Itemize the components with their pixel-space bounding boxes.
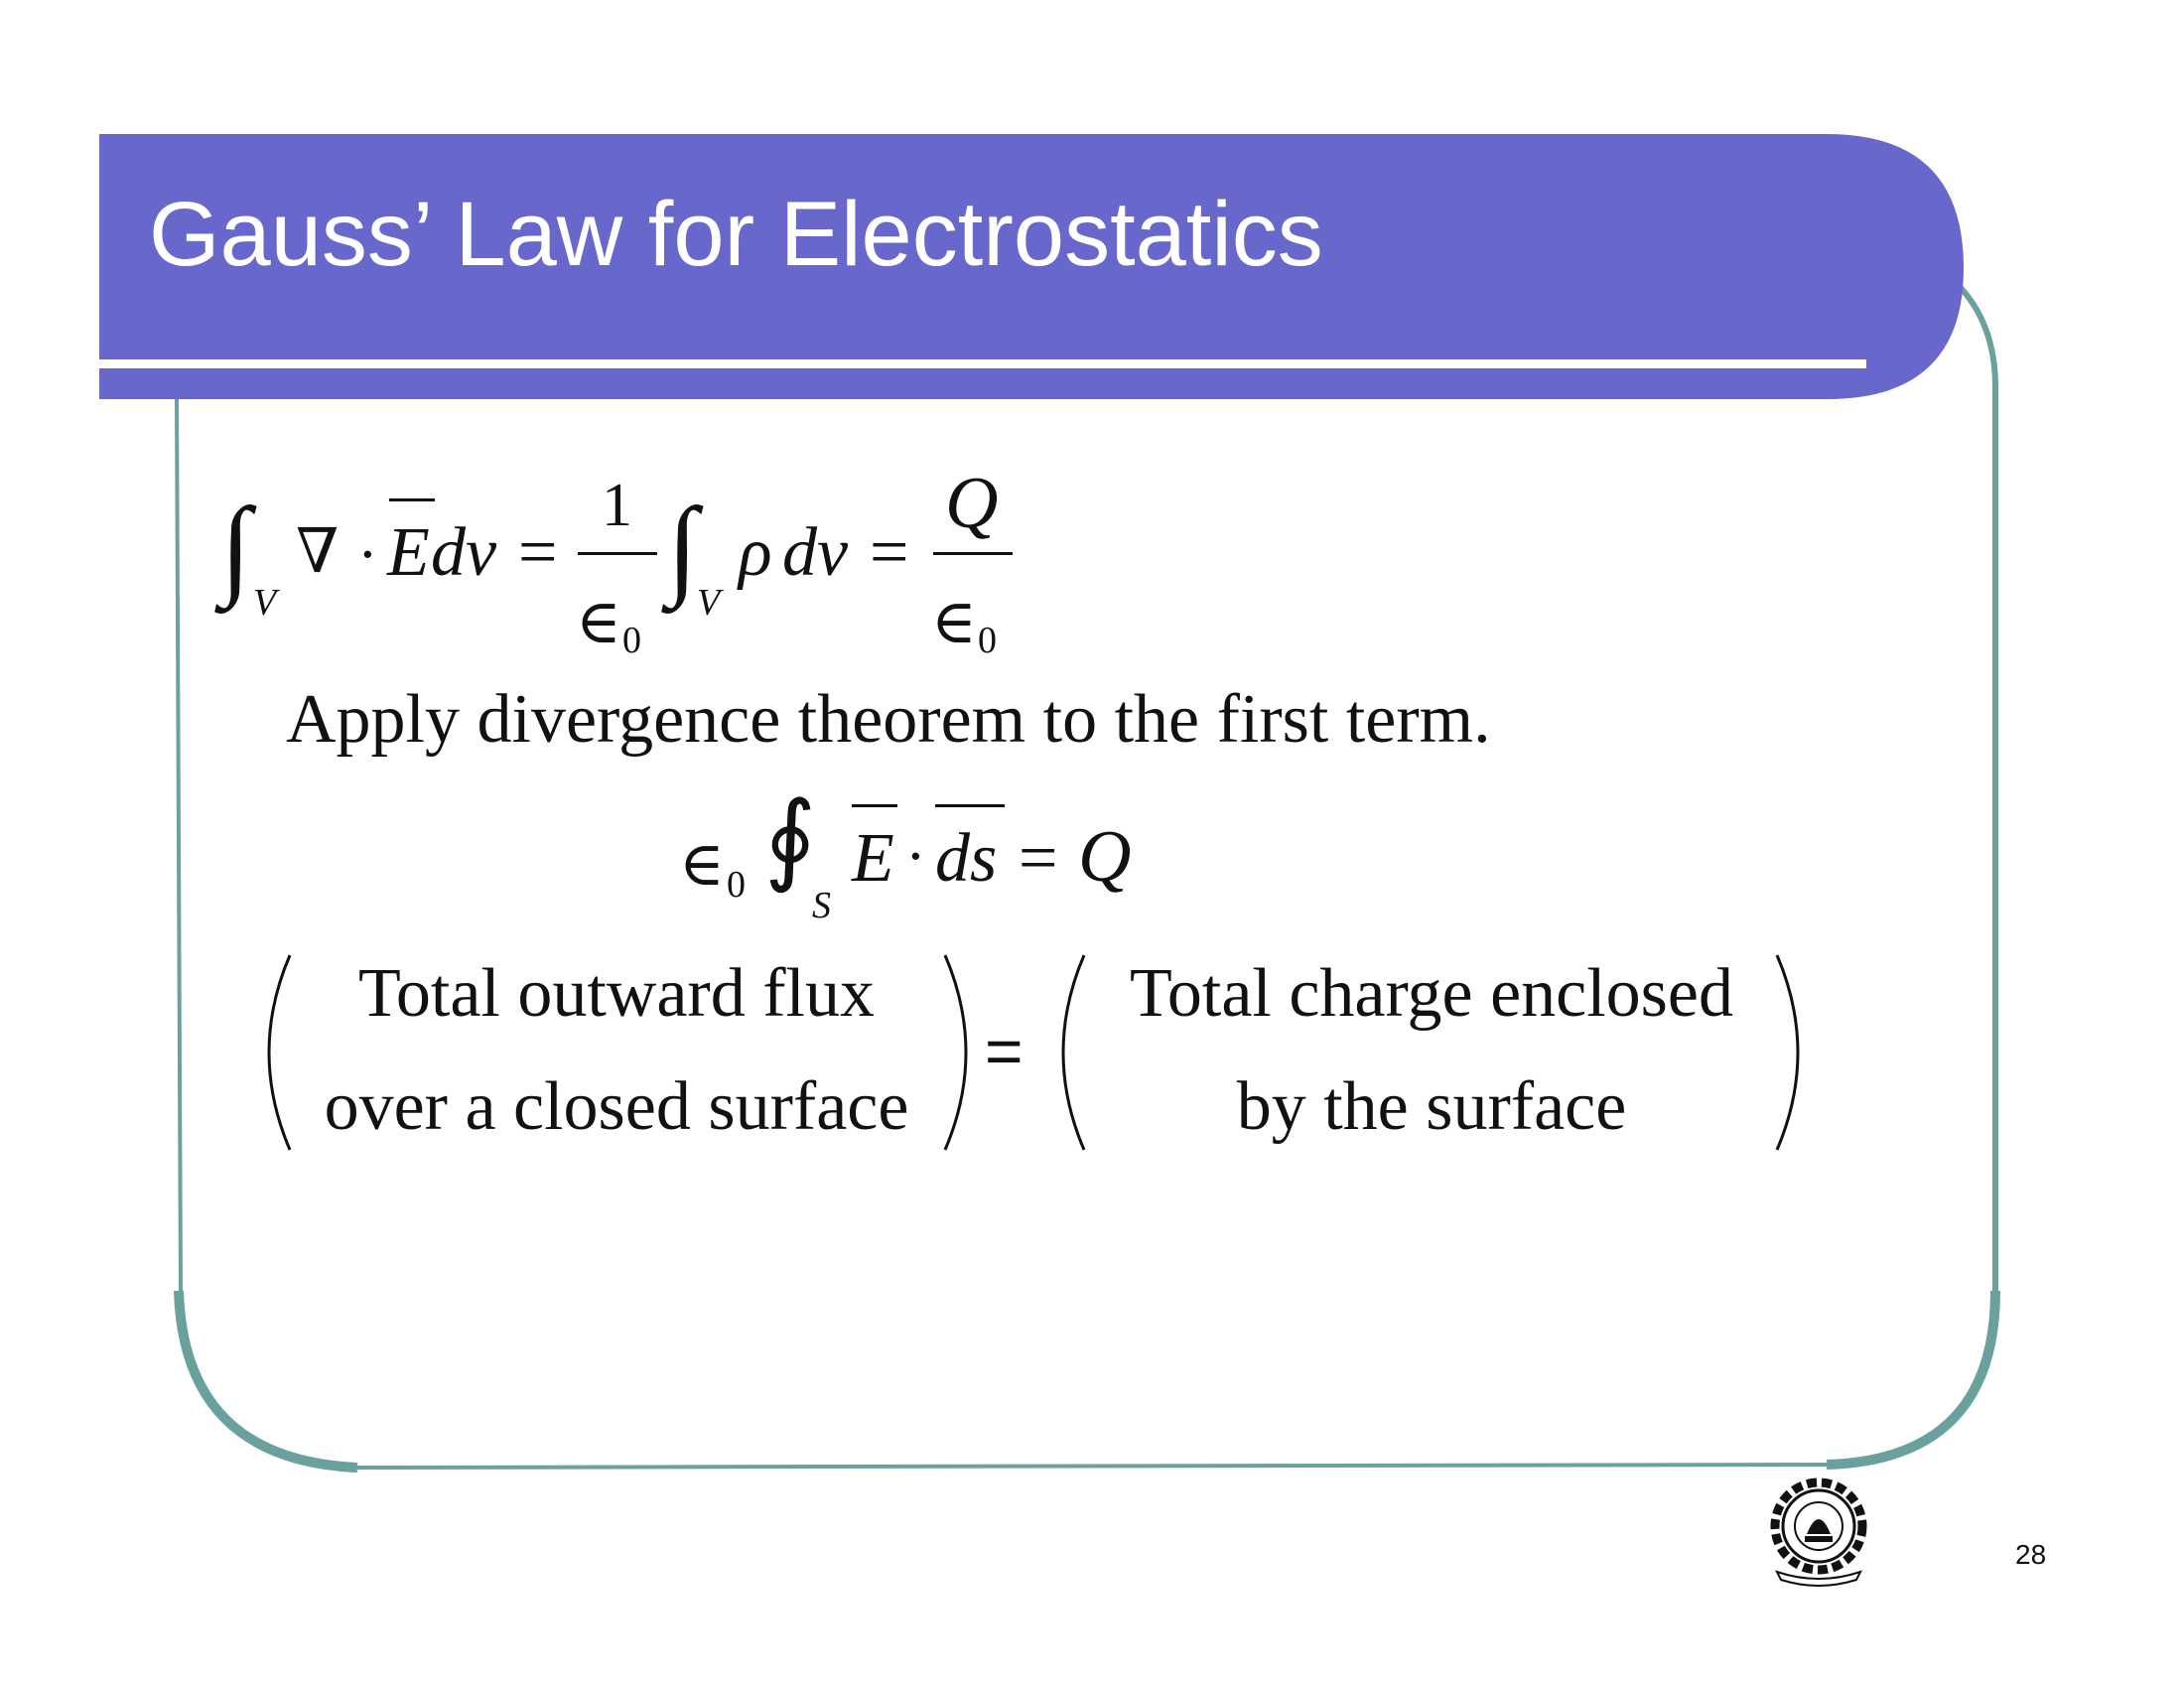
left-paren [1063, 955, 1084, 1150]
surface-element: ds [935, 820, 998, 897]
institute-seal-icon [1757, 1475, 1881, 1589]
right-bracket-line-2: by the surface [1236, 1068, 1627, 1145]
volume-subscript: V [253, 582, 277, 624]
epsilon-subscript: 0 [727, 864, 746, 906]
epsilon-subscript: 0 [622, 620, 641, 661]
page-number: 28 [2015, 1539, 2047, 1570]
electric-field-symbol: E [387, 514, 430, 591]
volume-element: dv [431, 514, 497, 591]
nabla-symbol: ∇ [296, 518, 340, 586]
electric-field-symbol: E [852, 820, 894, 897]
body-text: Apply divergence theorem to the first term. [286, 681, 1491, 758]
surface-subscript: S [812, 885, 831, 926]
equals-sign: = [1019, 820, 1058, 897]
charge-density-symbol: ρ [739, 514, 772, 591]
charge-symbol: Q [1078, 816, 1132, 898]
left-bracket-line-2: over a closed surface [324, 1068, 909, 1145]
epsilon-symbol: ∈ [679, 831, 725, 899]
slide-title: Gauss’ Law for Electrostatics [149, 184, 1323, 285]
charge-symbol: Q [945, 463, 999, 544]
word-equation-equals: = [985, 1014, 1024, 1087]
dot-operator: · [905, 823, 926, 891]
integral-sign: ∫ [667, 486, 698, 609]
right-bracket-line-1: Total charge enclosed [1130, 955, 1733, 1032]
left-paren [269, 955, 290, 1150]
epsilon-symbol: ∈ [576, 589, 621, 656]
epsilon-symbol: ∈ [931, 589, 977, 656]
integral-sign: ∫ [220, 486, 251, 609]
left-bracket-line-1: Total outward flux [358, 955, 875, 1032]
fraction-numerator: 1 [602, 472, 632, 539]
contour-integral-sign: ∮ [764, 783, 817, 894]
epsilon-subscript: 0 [978, 620, 997, 661]
volume-subscript: V [697, 582, 721, 624]
equals-sign: = [870, 514, 909, 591]
right-paren [945, 955, 966, 1150]
right-paren [1777, 955, 1798, 1150]
volume-element: dv [782, 514, 849, 591]
dot-operator: · [357, 521, 378, 589]
equals-sign: = [518, 514, 558, 591]
